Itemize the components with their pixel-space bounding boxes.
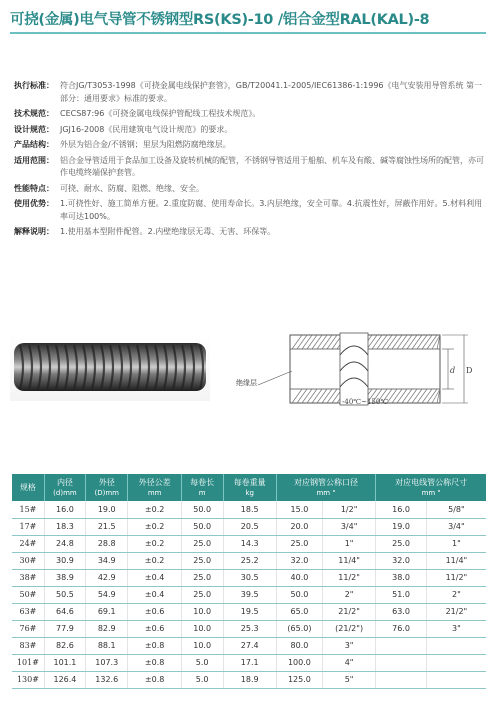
spec-row <box>14 124 484 137</box>
table-cell: 63# <box>12 603 44 620</box>
spec-value: 1.可挠性好、施工简单方便。2.重度防腐、使用寿命长。3.内层绝缘，安全可靠。4.抗震性好，屏蔽作用好。5.材料利用率可达100%。 <box>60 199 483 221</box>
table-cell: 27.4 <box>223 637 276 654</box>
hatch-line <box>422 335 432 349</box>
header-main: 对应钢管公称口径 <box>294 477 359 487</box>
table-cell: (65.0) <box>276 620 322 637</box>
table-cell: ±0.8 <box>128 671 181 688</box>
table-header-cell <box>376 474 486 501</box>
table-row <box>12 603 486 620</box>
header-unit: mm " <box>316 488 336 497</box>
table-cell <box>426 654 486 671</box>
table-cell: 80.0 <box>276 637 322 654</box>
table-cell: 40.0 <box>276 569 322 586</box>
hatch-line <box>382 335 392 349</box>
hatch-line <box>327 335 337 349</box>
table-cell: 10.0 <box>181 637 223 654</box>
table-row <box>12 569 486 586</box>
table-cell: 50.0 <box>181 501 223 518</box>
table-cell: 19.0 <box>86 501 128 518</box>
table-cell: 10.0 <box>181 620 223 637</box>
table-cell: 82.6 <box>44 637 85 654</box>
table-cell: 3" <box>323 637 376 654</box>
spec-row <box>14 226 484 239</box>
spec-value: 符合JG/T3053-1998《可挠金属电线保护套管》，GB/T20041.1-2005/IEC61386-1:1996《电气安装用导管系统 第一部分：通用要求》标准的要求。 <box>60 81 483 103</box>
table-cell: 4" <box>323 654 376 671</box>
table-cell: 38.0 <box>376 569 427 586</box>
table-cell: 21/2" <box>323 603 376 620</box>
table-cell: 16.0 <box>376 501 427 518</box>
table-cell: 21.5 <box>86 518 128 535</box>
hatch-line <box>302 389 312 403</box>
table-row <box>12 637 486 654</box>
table-cell: 18.9 <box>223 671 276 688</box>
table-row <box>12 671 486 688</box>
table-cell: 83# <box>12 637 44 654</box>
table-cell: 38# <box>12 569 44 586</box>
table-cell: 34.9 <box>86 552 128 569</box>
spec-label: 使用优势： <box>14 199 54 208</box>
table-cell: 1/2" <box>323 501 376 518</box>
outer-diameter-label: D <box>466 366 473 375</box>
table-row <box>12 586 486 603</box>
table-cell: 39.5 <box>223 586 276 603</box>
table-header-cell <box>128 474 181 501</box>
table-cell: 101.1 <box>44 654 85 671</box>
page-title: 可挠(金属)电气导管不锈钢型RS(KS)-10 /铝合金型RAL(KAL)-8 <box>10 12 430 28</box>
table-cell: 77.9 <box>44 620 85 637</box>
spec-table <box>12 474 486 689</box>
table-cell: 1" <box>323 535 376 552</box>
header-unit: kg <box>245 488 254 497</box>
header-unit: mm <box>147 488 162 497</box>
header-main: 外径 <box>98 477 115 487</box>
table-cell: 42.9 <box>86 569 128 586</box>
table-cell <box>376 637 427 654</box>
hatch-line <box>407 389 417 403</box>
table-cell: 11/4" <box>426 552 486 569</box>
table-header-cell <box>44 474 85 501</box>
table-cell: 3/4" <box>323 518 376 535</box>
table-cell: 88.1 <box>86 637 128 654</box>
table-cell: ±0.2 <box>128 552 181 569</box>
inner-diameter-label: d <box>450 366 456 375</box>
header-main: 内径 <box>56 477 73 487</box>
table-cell: 125.0 <box>276 671 322 688</box>
table-cell: 50.5 <box>44 586 85 603</box>
header-main: 外径公差 <box>138 477 171 487</box>
hatch-line <box>397 389 407 403</box>
conduit-photo <box>10 333 210 401</box>
table-cell: ±0.8 <box>128 637 181 654</box>
table-cell: 19.0 <box>376 518 427 535</box>
table-cell: 5.0 <box>181 654 223 671</box>
hatch-line <box>402 389 412 403</box>
spec-label: 执行标准： <box>14 81 54 90</box>
table-cell: 69.1 <box>86 603 128 620</box>
table-cell: 54.9 <box>86 586 128 603</box>
table-cell: (21/2") <box>323 620 376 637</box>
table-cell: 107.3 <box>86 654 128 671</box>
hatch-line <box>322 335 332 349</box>
table-row <box>12 518 486 535</box>
table-cell: 15# <box>12 501 44 518</box>
spec-label: 技术规范： <box>14 109 54 118</box>
table-cell: 50# <box>12 586 44 603</box>
table-header-cell <box>276 474 375 501</box>
hatch-line <box>412 335 422 349</box>
table-cell: ±0.2 <box>128 518 181 535</box>
table-row <box>12 501 486 518</box>
conduit-photo-image <box>10 333 210 401</box>
table-cell: 17# <box>12 518 44 535</box>
hatch-line <box>372 335 382 349</box>
table-cell: 1" <box>426 535 486 552</box>
hatch-line <box>397 335 407 349</box>
table-cell <box>426 637 486 654</box>
table-cell: ±0.8 <box>128 654 181 671</box>
table-cell: 5" <box>323 671 376 688</box>
hatch-line <box>392 335 402 349</box>
title-divider <box>10 32 486 34</box>
table-cell: 2" <box>426 586 486 603</box>
spec-value: 外层为铝合金/不锈钢；里层为阻燃防腐绝缘层。 <box>60 140 231 149</box>
table-cell: 30.9 <box>44 552 85 569</box>
hatch-line <box>377 335 387 349</box>
spec-label: 产品结构： <box>14 140 54 149</box>
table-cell: 30.5 <box>223 569 276 586</box>
header-unit: (D)mm <box>94 488 119 497</box>
spec-row <box>14 183 484 196</box>
table-header-cell <box>12 474 44 501</box>
title-bar <box>10 8 486 38</box>
hatch-line <box>407 335 417 349</box>
hatch-line <box>307 389 317 403</box>
table-cell: 3/4" <box>426 518 486 535</box>
header-unit: m <box>198 488 206 497</box>
hatch-line <box>307 335 317 349</box>
table-row <box>12 552 486 569</box>
spec-value: CECS87:96《可挠金属电线保护管配线工程技术规范》。 <box>60 109 261 118</box>
table-cell <box>426 671 486 688</box>
spec-row <box>14 198 484 223</box>
table-cell: 50.0 <box>276 586 322 603</box>
table-cell: 25.0 <box>181 535 223 552</box>
header-main: 规格 <box>19 482 36 492</box>
hatch-line <box>392 389 402 403</box>
spec-label: 设计规范： <box>14 124 54 134</box>
table-cell: 17.1 <box>223 654 276 671</box>
table-cell: 15.0 <box>276 501 322 518</box>
table-header-row <box>12 474 486 501</box>
hatch-line <box>422 389 432 403</box>
hatch-line <box>297 335 307 349</box>
table-cell: 76.0 <box>376 620 427 637</box>
header-unit: (d)mm <box>53 488 77 497</box>
table-cell: 25.0 <box>276 535 322 552</box>
table-cell: 82.9 <box>86 620 128 637</box>
table-cell: 20.0 <box>276 518 322 535</box>
table-cell: 18.5 <box>223 501 276 518</box>
table-cell: ±0.6 <box>128 603 181 620</box>
table-cell: 5.0 <box>181 671 223 688</box>
table-cell: ±0.4 <box>128 586 181 603</box>
table-cell: 100.0 <box>276 654 322 671</box>
table-cell: 11/2" <box>426 569 486 586</box>
table-cell: 10.0 <box>181 603 223 620</box>
table-cell: ±0.4 <box>128 569 181 586</box>
table-cell: 25.2 <box>223 552 276 569</box>
table-cell: 25.0 <box>181 552 223 569</box>
table-header-cell <box>181 474 223 501</box>
hatch-line <box>312 335 322 349</box>
table-row <box>12 535 486 552</box>
hatch-line <box>402 335 412 349</box>
table-cell: 2" <box>323 586 376 603</box>
spec-value: JGJ16-2008《民用建筑电气设计规范》的要求。 <box>60 124 233 134</box>
table-cell: 24# <box>12 535 44 552</box>
spec-row <box>14 139 484 152</box>
table-cell: 51.0 <box>376 586 427 603</box>
table-cell <box>376 671 427 688</box>
table-cell: 32.0 <box>276 552 322 569</box>
table-cell: ±0.2 <box>128 535 181 552</box>
hatch-line <box>417 389 427 403</box>
table-cell: 50.0 <box>181 518 223 535</box>
temperature-range: -40℃~150℃ <box>342 398 389 406</box>
spec-label: 解释说明： <box>14 227 54 236</box>
hatch-line <box>387 389 397 403</box>
header-main: 每卷重量 <box>233 477 266 487</box>
table-cell: 76# <box>12 620 44 637</box>
table-cell: 25.3 <box>223 620 276 637</box>
table-cell: 16.0 <box>44 501 85 518</box>
header-main: 每卷长 <box>190 477 215 487</box>
table-cell: 28.8 <box>86 535 128 552</box>
table-cell: 20.5 <box>223 518 276 535</box>
table-row <box>12 654 486 671</box>
spec-value: 1.使用基本型附件配管。2.内壁绝缘层无毒、无害、环保等。 <box>60 227 276 236</box>
table-cell: 25.0 <box>376 535 427 552</box>
table-cell: 24.8 <box>44 535 85 552</box>
table-cell: 11/2" <box>323 569 376 586</box>
table-cell: 11/4" <box>323 552 376 569</box>
spec-row <box>14 80 484 105</box>
table-cell: 30# <box>12 552 44 569</box>
spec-row <box>14 108 484 121</box>
hatch-line <box>412 389 422 403</box>
table-cell: 14.3 <box>223 535 276 552</box>
spec-row <box>14 155 484 180</box>
table-cell: 101# <box>12 654 44 671</box>
table-cell <box>376 654 427 671</box>
table-header-cell <box>223 474 276 501</box>
spec-value: 可挠、耐水、防腐、阻燃、绝缘、安全。 <box>60 183 204 193</box>
insulation-layer-label: 绝缘层 <box>236 379 257 387</box>
hatch-line <box>367 335 377 349</box>
hatch-line <box>322 389 332 403</box>
hatch-line <box>327 389 337 403</box>
table-row <box>12 620 486 637</box>
spec-label: 适用范围： <box>14 155 54 165</box>
hatch-line <box>417 335 427 349</box>
hatch-line <box>312 389 322 403</box>
hatch-line <box>317 335 327 349</box>
table-cell: 25.0 <box>181 586 223 603</box>
header-unit: mm " <box>421 488 441 497</box>
table-cell: 64.6 <box>44 603 85 620</box>
table-cell: 130# <box>12 671 44 688</box>
table-cell: 5/8" <box>426 501 486 518</box>
table-header-cell <box>86 474 128 501</box>
hatch-line <box>427 389 437 403</box>
table-cell: ±0.6 <box>128 620 181 637</box>
table-cell: 32.0 <box>376 552 427 569</box>
spec-list <box>14 80 484 242</box>
spec-value: 铝合金导管适用于食品加工设备及旋转机械的配管，不锈钢导管适用于船舶、机车及有酸、碱等腐蚀性场所的配管，亦可作电缆终端保护套管。 <box>60 155 484 177</box>
table-cell: 126.4 <box>44 671 85 688</box>
hatch-line <box>302 335 312 349</box>
table-cell: 3" <box>426 620 486 637</box>
table-cell: 65.0 <box>276 603 322 620</box>
spec-label: 性能特点： <box>14 183 54 193</box>
hatch-line <box>427 335 437 349</box>
table-cell: 38.9 <box>44 569 85 586</box>
table-cell: 18.3 <box>44 518 85 535</box>
table-cell: 25.0 <box>181 569 223 586</box>
hatch-line <box>317 389 327 403</box>
hatch-line <box>297 389 307 403</box>
table-cell: 63.0 <box>376 603 427 620</box>
table-cell: 132.6 <box>86 671 128 688</box>
hatch-line <box>292 389 302 403</box>
table-cell: 19.5 <box>223 603 276 620</box>
hatch-line <box>292 335 302 349</box>
hatch-line <box>387 335 397 349</box>
header-main: 对应电线管公称尺寸 <box>395 477 468 487</box>
table-cell: ±0.2 <box>128 501 181 518</box>
table-cell: 21/2" <box>426 603 486 620</box>
